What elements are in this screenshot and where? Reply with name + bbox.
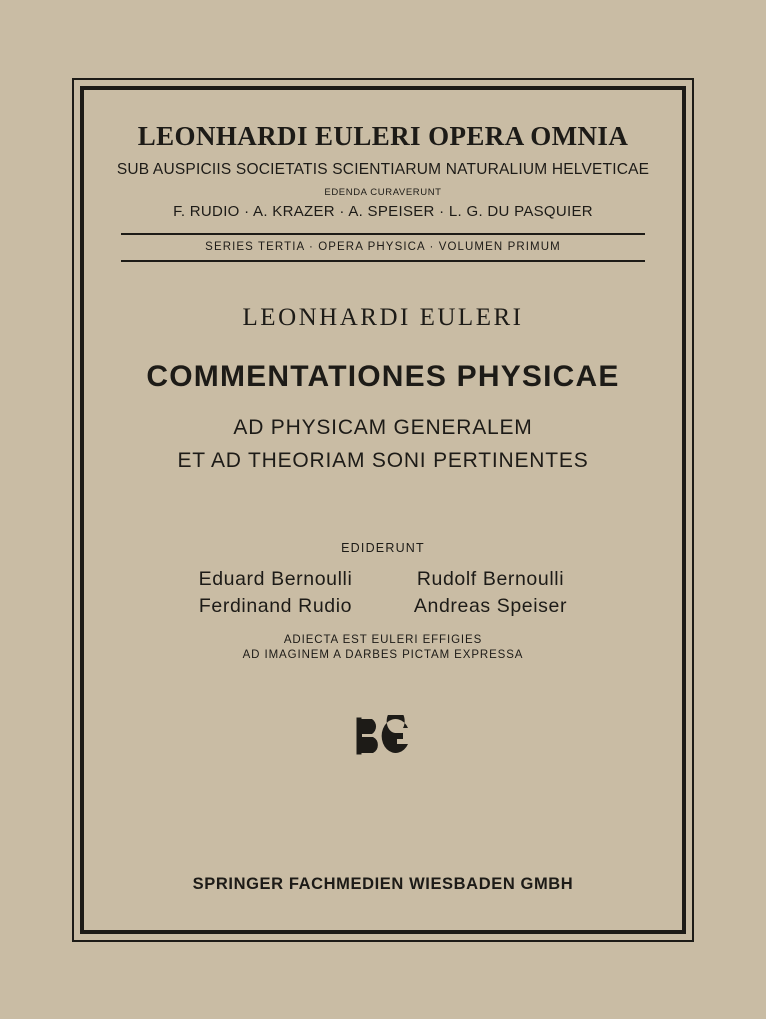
editor-name: Ferdinand Rudio bbox=[198, 594, 353, 617]
printer-mark bbox=[84, 713, 682, 759]
subtitle-line-1: AD PHYSICAM GENERALEM bbox=[233, 415, 533, 439]
editor-name: Eduard Bernoulli bbox=[198, 567, 353, 590]
editor-row bbox=[84, 568, 682, 591]
cover-content bbox=[84, 90, 682, 930]
series-subtitle: SUB AUSPICIIS SOCIETATIS SCIENTIARUM NATURALIUM HELVETICAE bbox=[116, 160, 650, 178]
editor-name: Rudolf Bernoulli bbox=[416, 567, 565, 590]
series-editors: F. RUDIO · A. KRAZER · A. SPEISER · L. G. DU PASQUIER bbox=[173, 202, 593, 220]
effigies-note-line-2: AD IMAGINEM A DARBES PICTAM EXPRESSA bbox=[242, 648, 524, 661]
effigies-note-line-1: ADIECTA EST EULERI EFFIGIES bbox=[283, 633, 483, 646]
divider-rule-bottom bbox=[121, 260, 645, 262]
publisher-name: SPRINGER FACHMEDIEN WIESBADEN GMBH bbox=[192, 874, 574, 893]
subtitle-line-2: ET AD THEORIAM SONI PERTINENTES bbox=[177, 448, 589, 472]
bg-monogram-icon bbox=[354, 715, 412, 757]
editor-row bbox=[84, 595, 682, 618]
editor-name: Andreas Speiser bbox=[413, 594, 568, 617]
series-title: LEONHARDI EULERI OPERA OMNIA bbox=[137, 121, 629, 151]
divider-rule-top bbox=[121, 233, 645, 235]
page-title: COMMENTATIONES PHYSICAE bbox=[146, 359, 620, 393]
series-volume-line: SERIES TERTIA · OPERA PHYSICA · VOLUMEN PRIMUM bbox=[205, 240, 561, 253]
ediderunt-label: EDIDERUNT bbox=[341, 540, 425, 555]
edenda-label: EDENDA CURAVERUNT bbox=[324, 186, 442, 198]
book-author: LEONHARDI EULERI bbox=[242, 303, 524, 331]
